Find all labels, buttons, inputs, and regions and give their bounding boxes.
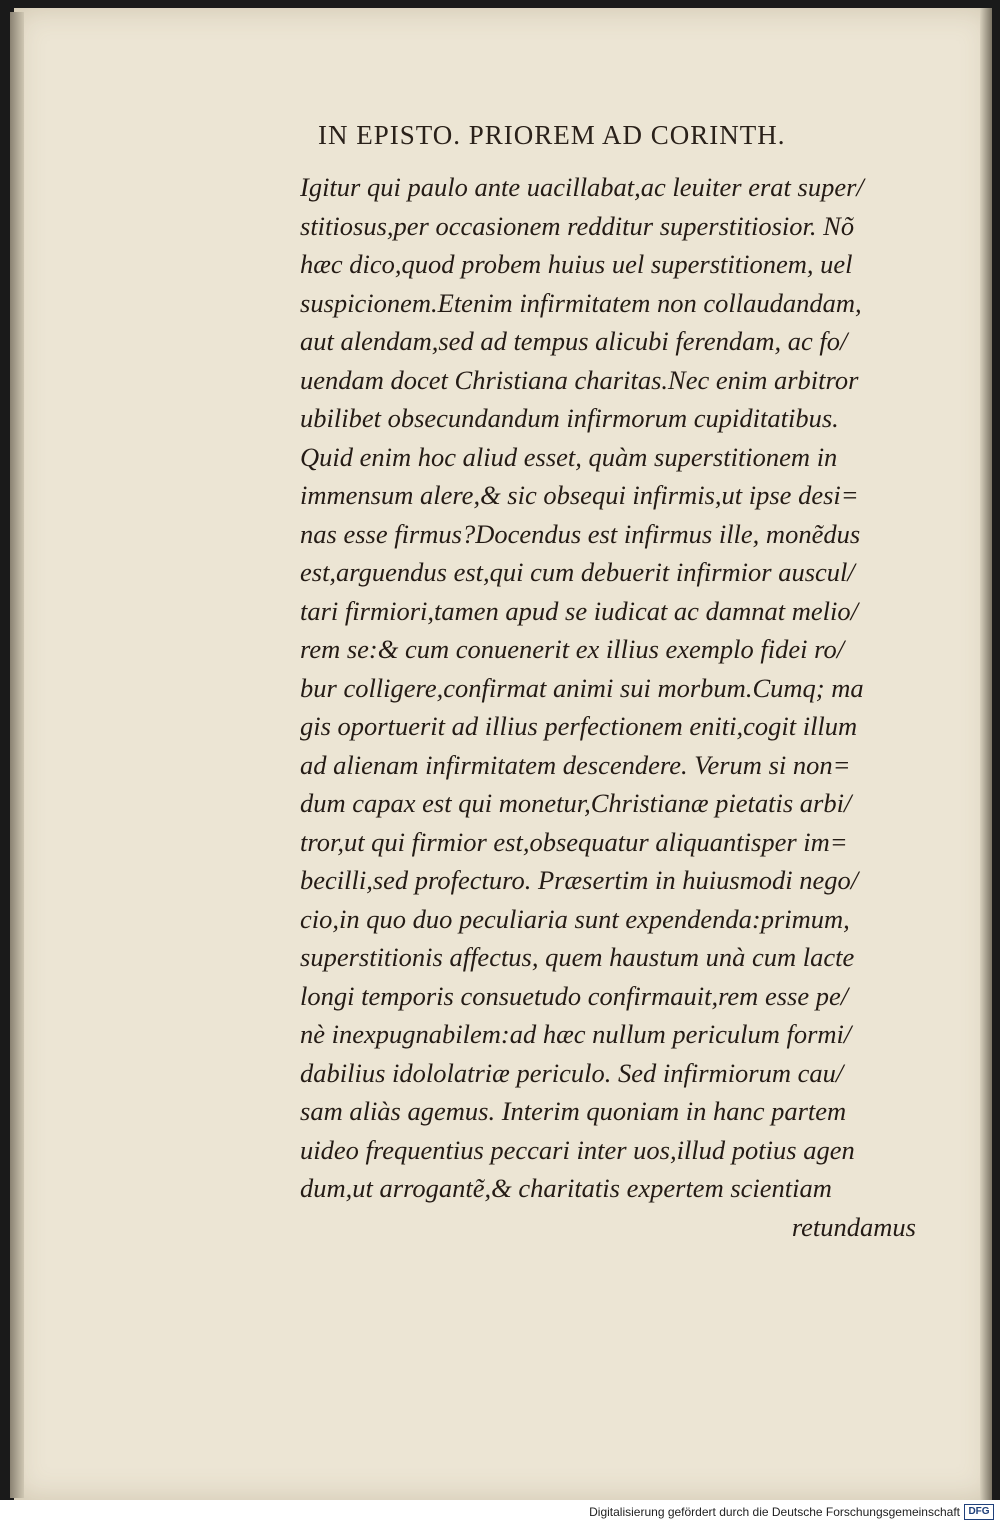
text-line: ubilibet obsecundandum infirmorum cupiditatibus. <box>300 403 839 433</box>
text-line: uideo frequentius peccari inter uos,illud potius agen <box>300 1134 855 1165</box>
catchword: retundamus <box>791 1211 916 1242</box>
text-line: Quid enim hoc aliud esset, quàm superstitionem in <box>300 441 838 472</box>
text-line: sam aliàs agemus. Interim quoniam in hanc partem <box>300 1096 847 1126</box>
text-line: dabilius idololatriæ periculo. Sed infirmiorum cau/ <box>300 1057 844 1088</box>
text-line: longi temporis consuetudo confirmauit,rem esse pe/ <box>300 980 849 1011</box>
text-line: tari firmiori,tamen apud se iudicat ac damnat melio/ <box>300 595 858 626</box>
text-line: nè inexpugnabilem:ad hæc nullum periculum formi/ <box>300 1019 852 1049</box>
text-line: dum,ut arrogantẽ,& charitatis expertem scientiam <box>300 1173 832 1203</box>
body-text <box>300 168 920 1246</box>
text-line: aut alendam,sed ad tempus alicubi ferendam, ac fo/ <box>300 326 848 356</box>
text-line: nas esse firmus?Docendus est infirmus ille, monẽdus <box>300 518 861 549</box>
funding-credit: Digitalisierung gefördert durch die Deutsche Forschungsgemeinschaft <box>589 1505 960 1519</box>
page-fore-edge <box>980 8 992 1500</box>
text-line: bur colligere,confirmat animi sui morbum.Cumq; ma <box>300 672 864 703</box>
text-line: hæc dico,quod probem huius uel superstitionem, uel <box>300 249 853 279</box>
text-line: immensum alere,& sic obsequi infirmis,ut ipse desi= <box>300 480 859 510</box>
text-line: gis oportuerit ad illius perfectionem eniti,cogit illum <box>300 711 858 741</box>
text-line: Igitur qui paulo ante uacillabat,ac leuiter erat super/ <box>300 172 864 202</box>
dfg-logo-icon: DFG <box>964 1504 994 1520</box>
text-line: uendam docet Christiana charitas.Nec enim arbitror <box>300 364 859 395</box>
text-line: dum capax est qui monetur,Christianæ pietatis arbi/ <box>300 788 852 818</box>
text-line: ad alienam infirmitatem descendere. Verum si non= <box>300 749 851 780</box>
digitization-footer <box>0 1500 1000 1524</box>
running-title: IN EPISTO. PRIOREM AD CORINTH. <box>318 120 786 150</box>
text-line: rem se:& cum conuenerit ex illius exemplo fidei ro/ <box>300 634 845 664</box>
text-line: cio,in quo duo peculiaria sunt expendenda:primum, <box>300 903 850 934</box>
text-line: becilli,sed profecturo. Præsertim in huiusmodi nego/ <box>300 865 859 895</box>
text-line: superstitionis affectus, quem haustum unà cum lacte <box>300 942 855 972</box>
page-gutter-edge <box>10 12 24 1498</box>
text-line: suspicionem.Etenim infirmitatem non collaudandam, <box>300 287 862 318</box>
text-line: stitiosus,per occasionem redditur superstitiosior. Nõ <box>300 210 855 241</box>
text-line: tror,ut qui firmior est,obsequatur aliquantisper im= <box>300 826 848 857</box>
text-line: est,arguendus est,qui cum debuerit infirmior auscul/ <box>300 557 855 587</box>
